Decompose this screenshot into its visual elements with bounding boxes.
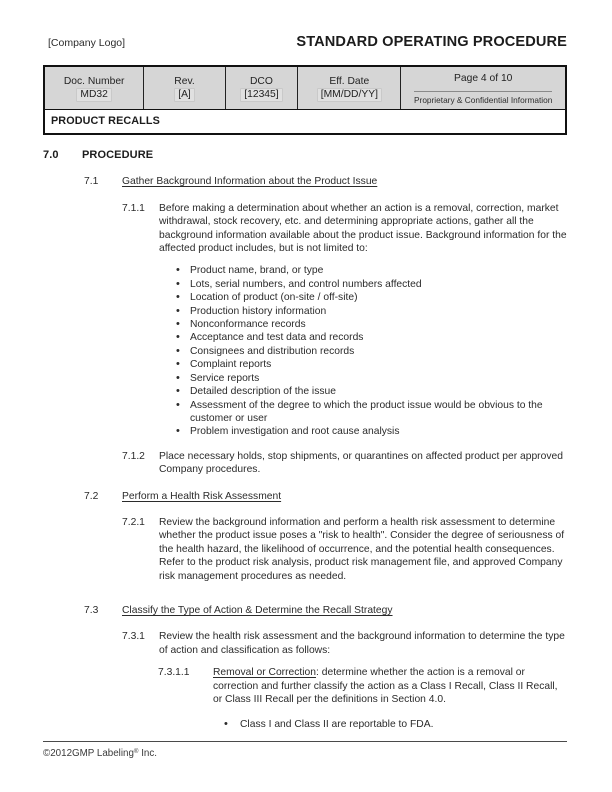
list-item: • Product name, brand, or type xyxy=(176,264,567,277)
doc-number-cell xyxy=(45,67,144,109)
registered-trademark-symbol: ® xyxy=(133,748,139,755)
section-7-1-1 xyxy=(122,202,567,256)
doc-info-header-row xyxy=(45,67,565,109)
list-item: • Assessment of the degree to which the product issue would be obvious to the customer or user xyxy=(176,399,567,426)
doc-title-row xyxy=(45,109,565,133)
doc-number-label: Doc. Number xyxy=(63,75,125,87)
page-title: STANDARD OPERATING PROCEDURE xyxy=(296,34,567,50)
rev-cell xyxy=(144,67,225,109)
list-item: • Acceptance and test data and records xyxy=(176,331,567,344)
list-item: • Class I and Class II are reportable to FDA. xyxy=(224,718,567,731)
underlined-lead-text: Removal or Correction xyxy=(213,667,317,679)
section-heading: Perform a Health Risk Assessment xyxy=(122,490,282,502)
copyright-text: ©2012GMP Labeling xyxy=(43,748,134,759)
paragraph-text: : determine whether the action is a removal or correction and further classify the action as a Class I Recall, Class II Recall, or Class III Recall per the definitions in Section 4.0. xyxy=(213,667,558,705)
list-item: • Complaint reports xyxy=(176,358,567,371)
section-number: 7.2 xyxy=(84,490,99,502)
fda-reportable-bullet-list xyxy=(224,718,567,731)
copyright-suffix: Inc. xyxy=(138,748,157,759)
paragraph: Review the health risk assessment and the background information to determine the type of action and classification as follows: xyxy=(159,631,565,656)
section-number: 7.1.1 xyxy=(122,202,145,214)
section-heading: Gather Background Information about the Product Issue xyxy=(122,176,378,188)
eff-date-value: [MM/DD/YY] xyxy=(317,88,382,102)
list-item: • Nonconformance records xyxy=(176,318,567,331)
section-number: 7.3.1.1 xyxy=(158,667,190,679)
list-item: • Problem investigation and root cause analysis xyxy=(176,425,567,438)
section-number: 7.0 xyxy=(43,149,59,161)
list-item: • Lots, serial numbers, and control numbers affected xyxy=(176,278,567,291)
section-heading: Classify the Type of Action & Determine the Recall Strategy xyxy=(122,604,393,616)
section-number: 7.1.2 xyxy=(122,450,145,462)
section-7-2 xyxy=(84,490,567,503)
paragraph: Place necessary holds, stop shipments, or quarantines on affected product per approved Company procedures. xyxy=(159,450,563,476)
list-item: • Consignees and distribution records xyxy=(176,345,567,358)
doc-info-table xyxy=(43,65,567,135)
background-info-bullet-list xyxy=(176,264,567,438)
list-item: • Production history information xyxy=(176,305,567,318)
list-item: • Location of product (on-site / off-site) xyxy=(176,291,567,304)
section-number: 7.1 xyxy=(84,176,99,188)
page-indicator: Page 4 of 10 xyxy=(454,73,513,85)
eff-date-cell xyxy=(298,67,401,109)
dco-value: [12345] xyxy=(240,88,282,102)
section-7-1 xyxy=(84,175,567,188)
list-item: • Detailed description of the issue xyxy=(176,385,567,398)
section-7-1-2 xyxy=(122,450,567,477)
section-7-2-1 xyxy=(122,516,567,583)
section-7-3-1 xyxy=(122,630,567,657)
document-header xyxy=(43,36,567,51)
paragraph: Review the background information and perform a health risk assessment to determine whether the product issue poses a "risk to health". Consider the degree of seriousness of the health hazard, the likelihood of occurrence, and the potential health consequences. Refer to the product risk analysis, product risk management file, and approved Company risk management procedures as needed. xyxy=(159,516,565,582)
section-7-0 xyxy=(43,149,567,162)
section-7-3-1-1 xyxy=(158,666,567,706)
confidential-label: Proprietary & Confidential Information xyxy=(414,91,552,109)
section-7-3 xyxy=(84,604,567,617)
list-item: • Service reports xyxy=(176,372,567,385)
company-logo-placeholder: [Company Logo] xyxy=(48,37,126,49)
rev-label: Rev. xyxy=(174,75,195,87)
page-footer xyxy=(43,741,567,760)
section-number: 7.2.1 xyxy=(122,516,145,528)
section-number: 7.3.1 xyxy=(122,631,145,643)
eff-date-label: Eff. Date xyxy=(329,75,370,87)
dco-label: DCO xyxy=(250,75,273,87)
doc-number-value: MD32 xyxy=(76,88,111,102)
paragraph xyxy=(213,666,567,706)
section-number: 7.3 xyxy=(84,604,99,616)
paragraph: Before making a determination about whether an action is a removal, correction, market withdrawal, stock recovery, etc. and determining appropriate actions, gather all the background information available about the product issue. Background information for the affected product includes, but is not limited to: xyxy=(159,202,567,255)
doc-title: PRODUCT RECALLS xyxy=(51,114,160,127)
section-heading: PROCEDURE xyxy=(82,149,154,161)
rev-value: [A] xyxy=(174,88,195,102)
page-confidential-cell xyxy=(401,67,565,109)
dco-cell xyxy=(226,67,299,109)
